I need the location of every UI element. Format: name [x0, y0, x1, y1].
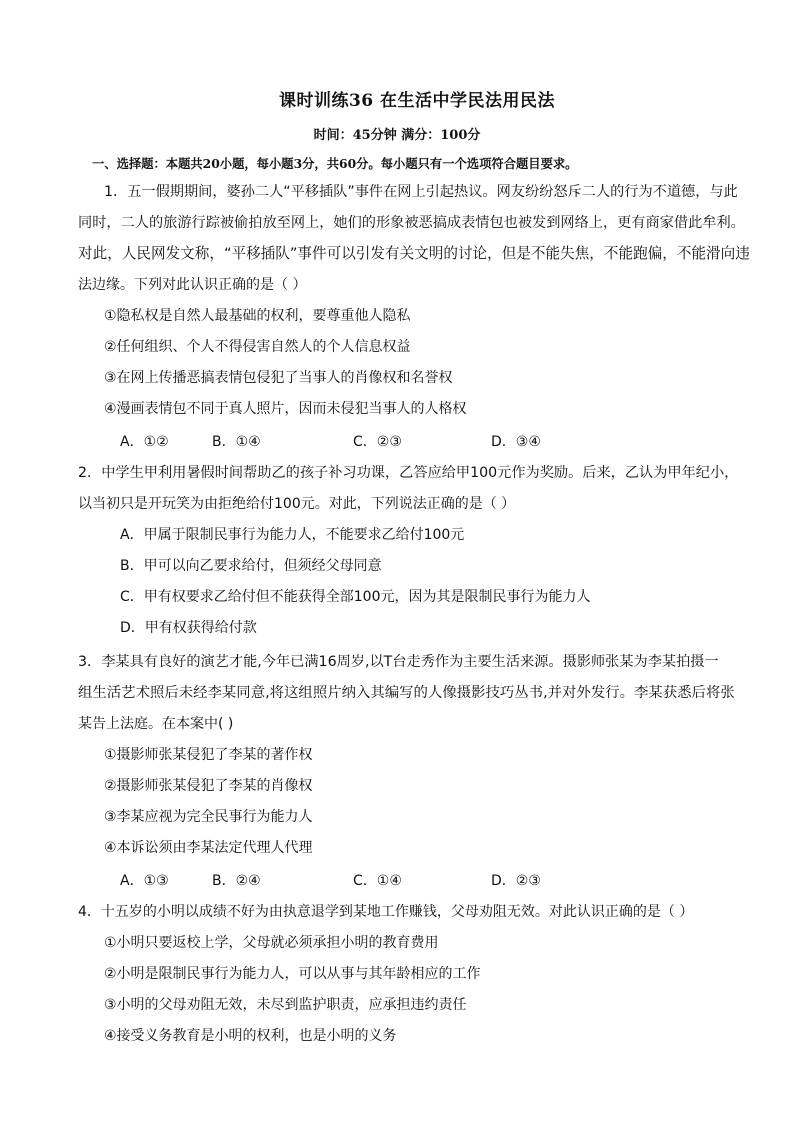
statement-item: ①小明只要返校上学，父母就必须承担小明的教育费用	[104, 935, 439, 951]
statement-item: ①摄影师张某侵犯了李某的著作权	[104, 747, 313, 763]
page-title: 课时训练36 在生活中学民法用民法	[278, 91, 556, 111]
answer-option-b[interactable]: B．甲可以向乙要求给付，但须经父母同意	[120, 558, 382, 574]
statement-item: ③小明的父母劝阻无效，未尽到监护职责，应承担违约责任	[104, 997, 467, 1013]
question-text-line: 3．李某具有良好的演艺才能,今年已满16周岁,以T台走秀作为主要生活来源。摄影师张某为李某拍摄一	[78, 654, 719, 670]
answer-option-d[interactable]: D．③④	[491, 434, 541, 450]
question-text-line: 同时，二人的旅游行踪被偷拍放至网上，她们的形象被恶搞成表情包也被发到网络上，更有商家借此牟利。	[78, 215, 745, 231]
statement-item: ②小明是限制民事行为能力人，可以从事与其年龄相应的工作	[104, 966, 481, 982]
time-score-info: 时间：45分钟 满分：100分	[313, 128, 481, 143]
question-text-line: 对此，人民网发文称，“平移插队”事件可以引发有关文明的讨论，但是不能失焦，不能跑偏，不能滑向违	[78, 245, 750, 262]
answer-option-c[interactable]: C．②③	[353, 434, 402, 450]
question-text-line: 1．五一假期期间，婆孙二人“平移插队”事件在网上引起热议。网友纷纷怒斥二人的行为不道德，与此	[104, 184, 738, 200]
question-text-line: 2．中学生甲利用暑假时间帮助乙的孩子补习功课，乙答应给甲100元作为奖励。后来，乙认为甲年纪小，	[78, 465, 739, 481]
answer-option-a[interactable]: A．①②	[120, 434, 169, 450]
statement-item: ①隐私权是自然人最基础的权利，要尊重他人隐私	[104, 308, 411, 324]
question-text-line: 以当初只是开玩笑为由拒绝给付100元。对此，下列说法正确的是（ ）	[78, 496, 516, 512]
section-heading: 一、选择题：本题共20小题，每小题3分，共60分。每小题只有一个选项符合题目要求。	[92, 156, 578, 171]
statement-item: ②摄影师张某侵犯了李某的肖像权	[104, 778, 313, 794]
question-text-line: 组生活艺术照后未经李某同意,将这组照片纳入其编写的人像摄影技巧丛书,并对外发行。李某获悉后将张	[78, 685, 735, 701]
answer-option-b[interactable]: B．①④	[212, 434, 261, 450]
statement-item: ③李某应视为完全民事行为能力人	[104, 809, 313, 825]
question-text-line: 法边缘。下列对此认识正确的是（ ）	[78, 277, 307, 293]
answer-option-a[interactable]: A．甲属于限制民事行为能力人，不能要求乙给付100元	[120, 527, 465, 543]
statement-item: ④本诉讼须由李某法定代理人代理	[104, 840, 313, 856]
answer-option-c[interactable]: C．甲有权要求乙给付但不能获得全部100元，因为其是限制民事行为能力人	[120, 589, 591, 605]
answer-option-d[interactable]: D．②③	[491, 873, 541, 889]
answer-option-b[interactable]: B．②④	[212, 873, 261, 889]
question-text-line: 某告上法庭。在本案中( )	[78, 716, 234, 732]
statement-item: ④漫画表情包不同于真人照片，因而未侵犯当事人的人格权	[104, 401, 467, 417]
statement-item: ④接受义务教育是小明的权利，也是小明的义务	[104, 1028, 397, 1044]
statement-item: ③在网上传播恶搞表情包侵犯了当事人的肖像权和名誉权	[104, 370, 453, 386]
question-text-line: 4．十五岁的小明以成绩不好为由执意退学到某地工作赚钱，父母劝阻无效。对此认识正确的是（ ）	[78, 904, 694, 920]
answer-option-d[interactable]: D．甲有权获得给付款	[120, 620, 257, 636]
answer-option-c[interactable]: C．①④	[353, 873, 402, 889]
statement-item: ②任何组织、个人不得侵害自然人的个人信息权益	[104, 339, 411, 355]
answer-option-a[interactable]: A．①③	[120, 873, 169, 889]
